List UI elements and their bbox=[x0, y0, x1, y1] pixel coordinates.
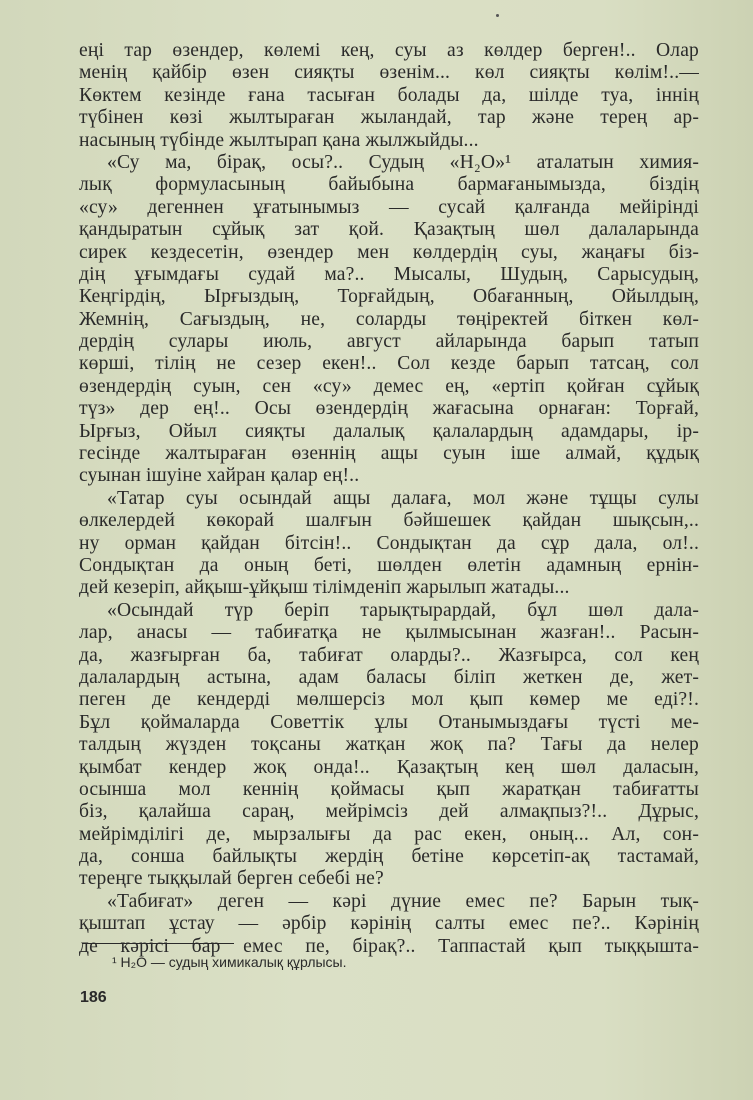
text-line: өлкелердей көкорай шалғын бәйшешек қайдан шықсын,.. bbox=[79, 510, 699, 532]
text-line: Кеңгірдің, Ырғыздың, Торғайдың, Обағанның, Ойылдың, bbox=[79, 286, 699, 308]
text-line: де кәрісі бар емес пе, бірақ?.. Таппастай қып тыққышта- bbox=[79, 935, 699, 957]
text-line: Ырғыз, Ойыл сияқты далалық қалалардың адамдары, ір- bbox=[79, 420, 699, 442]
text-line: «Осындай түр беріп тарықтырардай, бұл шөл дала- bbox=[107, 599, 699, 621]
text-line: дердің сулары июль, август айларында барып татып bbox=[79, 331, 699, 353]
text-line: лық формуласының байыбына бармағанымызда, біздің bbox=[79, 174, 699, 196]
text-line: қыштап ұстау — әрбір кәрінің салты емес пе?.. Кәрінің bbox=[79, 913, 699, 935]
text-line: Бұл қоймаларда Советтік ұлы Отанымыздағы түсті ме- bbox=[79, 711, 699, 733]
footnote-divider bbox=[82, 943, 234, 944]
text-line: дей кезеріп, айқыш-ұйқыш тілімденіп жарылып жатады... bbox=[79, 577, 570, 599]
text-line: лар, анасы — табиғатқа не қылмысынан жазған!.. Расын- bbox=[79, 622, 699, 644]
text-line: сирек кездесетін, өзендер мен көлдердің суы, жаңағы біз- bbox=[79, 241, 699, 263]
text-line: мейрімділігі де, мырзалығы да рас екен, оның... Ал, сон- bbox=[79, 823, 699, 845]
text-line: қандыратын сұйық зат қой. Қазақтың шөл далаларында bbox=[79, 219, 699, 241]
text-line: түбінен көзі жылтыраған жыландай, тар және терең ар- bbox=[79, 107, 699, 129]
page-number: 186 bbox=[80, 989, 107, 1006]
text-line: «Табиғат» деген — кәрі дүние емес пе? Барын тық- bbox=[107, 890, 699, 912]
text-line: өзендердің суын, сен «су» демес ең, «ертіп қойған сұйық bbox=[79, 375, 699, 397]
text-line: еңі тар өзендер, көлемі кең, суы аз көлдер берген!.. Олар bbox=[79, 40, 699, 61]
text-line: Көктем кезінде ғана тасыған болады да, шілде туа, іннің bbox=[79, 84, 699, 106]
text-line: біз, қалайша сараң, мейрімсіз дей алмақпыз?!.. Дұрыс, bbox=[79, 801, 699, 823]
text-line: пеген де кендерді мөлшерсіз мол қып көмер ме еді?!. bbox=[79, 689, 699, 711]
text-line: түз» дер ең!.. Осы өзендердің жағасына орнаған: Торғай, bbox=[79, 398, 699, 420]
text-line: осынша мол кеннің қоймасы қып жаратқан табиғатты bbox=[79, 778, 699, 800]
text-line: ну орман қайдан бітсін!.. Сондықтан да сұр дала, ол!.. bbox=[79, 532, 699, 554]
text-line: менің қайбір өзен сияқты өзенім... көл сияқты көлім!..— bbox=[79, 62, 699, 84]
text-line: «су» дегеннен ұғатынымыз — сусай қалғанда мейірінді bbox=[79, 196, 699, 218]
text-line: да, сонша байлықты жердің бетіне көрсетіп-ақ тастамай, bbox=[79, 846, 699, 868]
text-line: көрші, тілің не сезер екен!.. Сол кезде барып татсаң, сол bbox=[79, 353, 699, 375]
body-text bbox=[79, 40, 699, 958]
text-line: талдың жүзден тоқсаны жатқан жоқ па? Тағы да нелер bbox=[79, 734, 699, 756]
text-line: «Су ма, бірақ, осы?.. Судың «Н₂О»¹ аталатын химия- bbox=[107, 151, 699, 173]
ink-speck bbox=[496, 14, 499, 17]
text-line: дің ұғымдағы судай ма?.. Мысалы, Шудың, Сарысудың, bbox=[79, 263, 699, 285]
text-line: насының түбінде жылтырап қана жылжыйды... bbox=[79, 129, 479, 151]
text-line: қымбат кендер жоқ онда!.. Қазақтың кең шөл даласын, bbox=[79, 756, 699, 778]
text-line: гесінде жалтыраған өзеннің ащы суын іше алмай, құдық bbox=[79, 443, 699, 465]
text-line: суынан ішуіне хайран қалар ең!.. bbox=[79, 465, 360, 487]
text-line: «Татар суы осындай ащы далаға, мол және тұщы сулы bbox=[107, 487, 699, 509]
text-line: да, жазғырған ба, табиғат оларды?.. Жазғырса, сол кең bbox=[79, 644, 699, 666]
text-line: тереңге тыққылай берген себебі не? bbox=[79, 868, 384, 890]
text-line: далалардың астына, адам баласы біліп жеткен де, жет- bbox=[79, 666, 699, 688]
text-line: Жемнің, Сағыздың, не, соларды төңіректей біткен көл- bbox=[79, 308, 699, 330]
footnote: ¹ Н₂О — судың химикалық құрлысы. bbox=[112, 954, 347, 970]
text-line: Сондықтан да оның беті, шөлден өлетін адамның ернін- bbox=[79, 554, 699, 576]
